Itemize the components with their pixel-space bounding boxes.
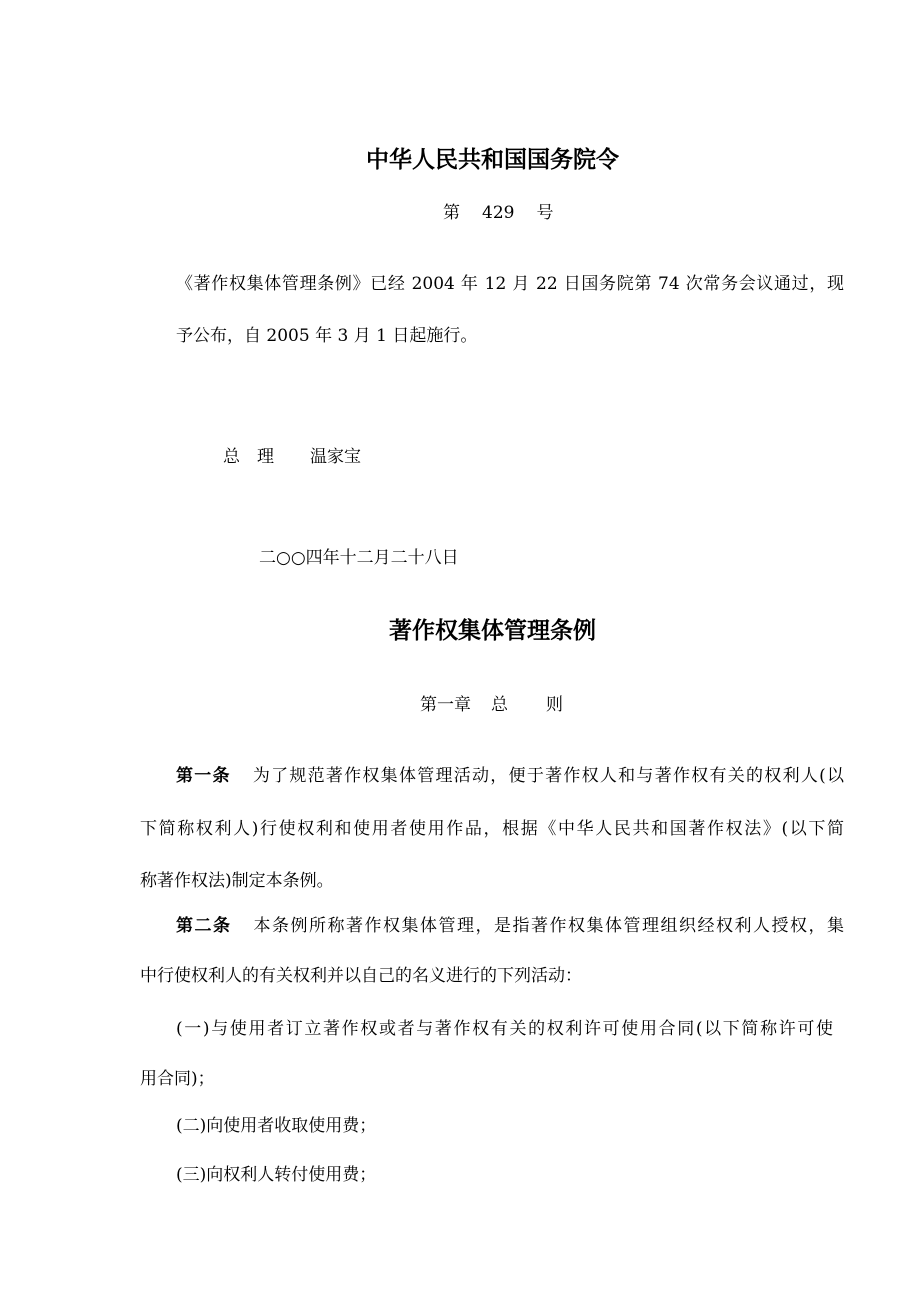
article-2-label: 第二条 [176, 916, 232, 936]
signer-title: 总 理 [223, 447, 274, 467]
chapter-name-2: 则 [546, 695, 563, 715]
chapter-label: 第一章 [420, 695, 471, 715]
article-1-line-2: 下简称权利人)行使权利和使用者使用作品，根据《中华人民共和国著作权法》(以下简 [140, 819, 844, 839]
order-title: 中华人民共和国国务院令 [366, 147, 619, 173]
order-number-value: 429 [482, 203, 515, 223]
order-intro-line-1: 《著作权集体管理条例》已经 2004 年 12 月 22 日国务院第 74 次常务会议通过，现 [176, 274, 844, 294]
item-1-line-2: 用合同)； [140, 1069, 215, 1089]
article-1-label: 第一条 [176, 766, 231, 786]
article-1-line-3: 称著作权法)制定本条例。 [140, 871, 334, 891]
regulation-title: 著作权集体管理条例 [389, 618, 596, 644]
chapter-name-1: 总 [491, 695, 508, 715]
article-2-text-1: 本条例所称著作权集体管理，是指著作权集体管理组织经权利人授权，集 [253, 916, 844, 936]
article-1-line-1 [176, 764, 844, 788]
order-date: 二○○四年十二月二十八日 [259, 548, 459, 568]
chapter-heading [420, 693, 563, 717]
signature [223, 445, 361, 469]
item-3: (三)向权利人转付使用费； [176, 1165, 377, 1185]
item-1-line-1: (一)与使用者订立著作权或者与著作权有关的权利许可使用合同(以下简称许可使 [176, 1019, 833, 1039]
order-intro-line-2: 予公布，自 2005 年 3 月 1 日起施行。 [176, 326, 478, 346]
article-2-line-2: 中行使权利人的有关权利并以自己的名义进行的下列活动： [140, 966, 582, 986]
order-number [443, 201, 553, 225]
article-2-line-1 [176, 914, 844, 938]
order-number-prefix: 第 [443, 203, 460, 223]
order-number-suffix: 号 [536, 203, 554, 223]
item-2: (二)向使用者收取使用费； [176, 1116, 377, 1136]
article-1-text-1: 为了规范著作权集体管理活动，便于著作权人和与著作权有关的权利人(以 [252, 766, 845, 786]
signer-name: 温家宝 [310, 447, 361, 467]
